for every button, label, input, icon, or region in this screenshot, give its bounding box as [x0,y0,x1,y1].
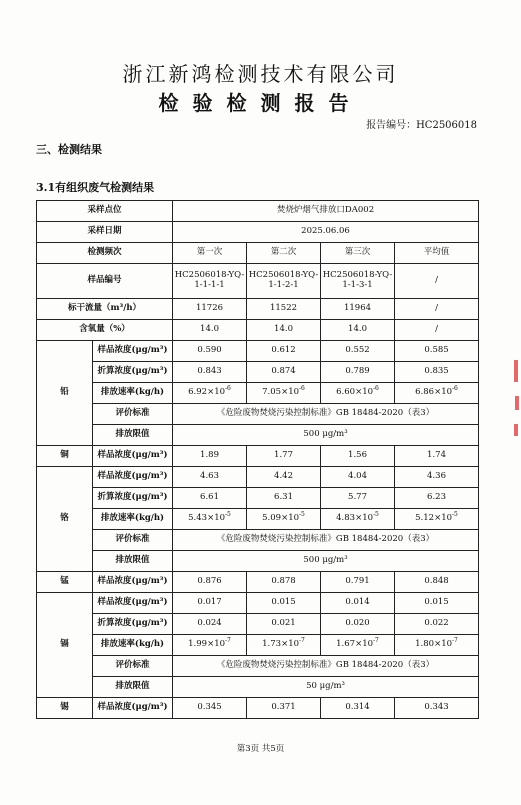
value-cell: 0.020 [321,614,395,635]
value-cell: 0.590 [173,341,247,362]
sampling-date-value: 2025.06.06 [173,222,479,243]
table-row [37,320,479,341]
table-row [37,467,479,488]
limit-cell: 50 μg/m³ [173,677,479,698]
sample-no-cell: / [395,264,479,299]
metric-label: 样品浓度(μg/m³) [93,593,173,614]
metric-label: 样品浓度(μg/m³) [93,698,173,719]
table-row [37,404,479,425]
value-cell: 0.848 [395,572,479,593]
metric-label: 折算浓度(μg/m³) [93,362,173,383]
flow-cell: 11964 [321,299,395,320]
value-cell: 0.552 [321,341,395,362]
metric-label: 折算浓度(μg/m³) [93,614,173,635]
table-row [37,698,479,719]
table-row [37,425,479,446]
value-cell: $1.67\times 10^{-7}$ [321,635,395,656]
metric-label: 评价标准 [93,530,173,551]
value-cell: 6.61 [173,488,247,509]
table-row [37,341,479,362]
limit-cell: 500 μg/m³ [173,551,479,572]
element-lead: 铅 [37,341,93,446]
value-cell: 0.878 [247,572,321,593]
value-cell: 0.874 [247,362,321,383]
table-row [37,362,479,383]
value-cell: 0.022 [395,614,479,635]
metric-label: 样品浓度(μg/m³) [93,341,173,362]
results-table [36,200,479,719]
report-number-label: 报告编号： [366,120,417,131]
table-row [37,243,479,264]
value-cell: 4.63 [173,467,247,488]
sample-no-cell: HC2506018-YQ-1-1-3-1 [321,264,395,299]
table-row [37,299,479,320]
value-cell: 4.36 [395,467,479,488]
table-row [37,614,479,635]
value-cell: 1.77 [247,446,321,467]
standard-cell: 《危险废物焚烧污染控制标准》GB 18484-2020（表3） [173,656,479,677]
table-row [37,264,479,299]
report-title: 检验检测报告 [158,91,363,115]
element-chromium: 铬 [37,467,93,572]
metric-label: 样品浓度(μg/m³) [93,572,173,593]
company-name: 浙江新鸿检测技术有限公司 [122,62,399,86]
value-cell: 0.843 [173,362,247,383]
table-row [37,551,479,572]
metric-label: 排放速率(kg/h) [93,635,173,656]
seal-fragment [514,424,518,436]
value-cell: 0.876 [173,572,247,593]
standard-cell: 《危险废物焚烧污染控制标准》GB 18484-2020（表3） [173,404,479,425]
value-cell: $6.86\times 10^{-6}$ [395,383,479,404]
value-cell: 0.371 [247,698,321,719]
sample-no-cell: HC2506018-YQ-1-1-1-1 [173,264,247,299]
value-cell: 6.23 [395,488,479,509]
table-row [37,656,479,677]
report-number-value: HC2506018 [416,120,477,131]
section-title: 三、检测结果 [36,143,102,156]
value-cell: $1.73\times 10^{-7}$ [247,635,321,656]
flow-cell: 11726 [173,299,247,320]
oxygen-cell: 14.0 [321,320,395,341]
value-cell: 0.314 [321,698,395,719]
value-cell: 5.77 [321,488,395,509]
value-cell: 0.343 [395,698,479,719]
report-number [366,116,477,131]
value-cell: 0.789 [321,362,395,383]
sampling-point-label: 采样点位 [37,201,173,222]
value-cell: 4.04 [321,467,395,488]
value-cell: 0.015 [247,593,321,614]
table-row [37,635,479,656]
metric-label: 样品浓度(μg/m³) [93,467,173,488]
value-cell: $6.92\times 10^{-6}$ [173,383,247,404]
value-cell: $5.09\times 10^{-5}$ [247,509,321,530]
table-row [37,677,479,698]
metric-label: 排放限值 [93,551,173,572]
column-header: 第三次 [321,243,395,264]
value-cell: 0.017 [173,593,247,614]
table-row [37,383,479,404]
metric-label: 评价标准 [93,404,173,425]
value-cell: 1.56 [321,446,395,467]
subsection-title: 3.1有组织废气检测结果 [36,181,155,194]
value-cell: 1.74 [395,446,479,467]
value-cell: $5.12\times 10^{-5}$ [395,509,479,530]
metric-label: 评价标准 [93,656,173,677]
value-cell: 0.014 [321,593,395,614]
column-header: 平均值 [395,243,479,264]
element-cadmium: 镉 [37,593,93,698]
value-cell: $4.83\times 10^{-5}$ [321,509,395,530]
frequency-label: 检测频次 [37,243,173,264]
column-header: 第二次 [247,243,321,264]
flow-label: 标干流量（m³/h） [37,299,173,320]
limit-cell: 500 μg/m³ [173,425,479,446]
value-cell: $5.43\times 10^{-5}$ [173,509,247,530]
element-copper: 铜 [37,446,93,467]
table-row [37,572,479,593]
sampling-date-label: 采样日期 [37,222,173,243]
element-manganese: 锰 [37,572,93,593]
metric-label: 排放速率(kg/h) [93,383,173,404]
flow-cell: 11522 [247,299,321,320]
oxygen-cell: 14.0 [247,320,321,341]
sample-no-label: 样品编号 [37,264,173,299]
oxygen-label: 含氧量（%） [37,320,173,341]
metric-label: 样品浓度(μg/m³) [93,446,173,467]
metric-label: 排放限值 [93,425,173,446]
value-cell: 0.835 [395,362,479,383]
page-footer: 第3页 共5页 [236,744,285,754]
table-row [37,446,479,467]
table-row [37,593,479,614]
value-cell: 4.42 [247,467,321,488]
oxygen-cell: / [395,320,479,341]
value-cell: 6.31 [247,488,321,509]
value-cell: $1.99\times 10^{-7}$ [173,635,247,656]
flow-cell: / [395,299,479,320]
value-cell: $7.05\times 10^{-6}$ [247,383,321,404]
value-cell: 0.021 [247,614,321,635]
metric-label: 排放速率(kg/h) [93,509,173,530]
value-cell: 0.791 [321,572,395,593]
table-row [37,222,479,243]
value-cell: 0.024 [173,614,247,635]
seal-fragment [515,396,519,410]
value-cell: 0.345 [173,698,247,719]
sampling-point-value: 焚烧炉烟气排放口DA002 [173,201,479,222]
value-cell: 0.612 [247,341,321,362]
seal-fragment [514,360,518,382]
value-cell: 1.89 [173,446,247,467]
table-row [37,488,479,509]
oxygen-cell: 14.0 [173,320,247,341]
value-cell: 0.015 [395,593,479,614]
element-tin: 锡 [37,698,93,719]
sample-no-cell: HC2506018-YQ-1-1-2-1 [247,264,321,299]
column-header: 第一次 [173,243,247,264]
table-row [37,530,479,551]
value-cell: $1.80\times 10^{-7}$ [395,635,479,656]
table-row [37,509,479,530]
value-cell: $6.60\times 10^{-6}$ [321,383,395,404]
metric-label: 排放限值 [93,677,173,698]
metric-label: 折算浓度(μg/m³) [93,488,173,509]
table-row [37,201,479,222]
standard-cell: 《危险废物焚烧污染控制标准》GB 18484-2020（表3） [173,530,479,551]
value-cell: 0.585 [395,341,479,362]
